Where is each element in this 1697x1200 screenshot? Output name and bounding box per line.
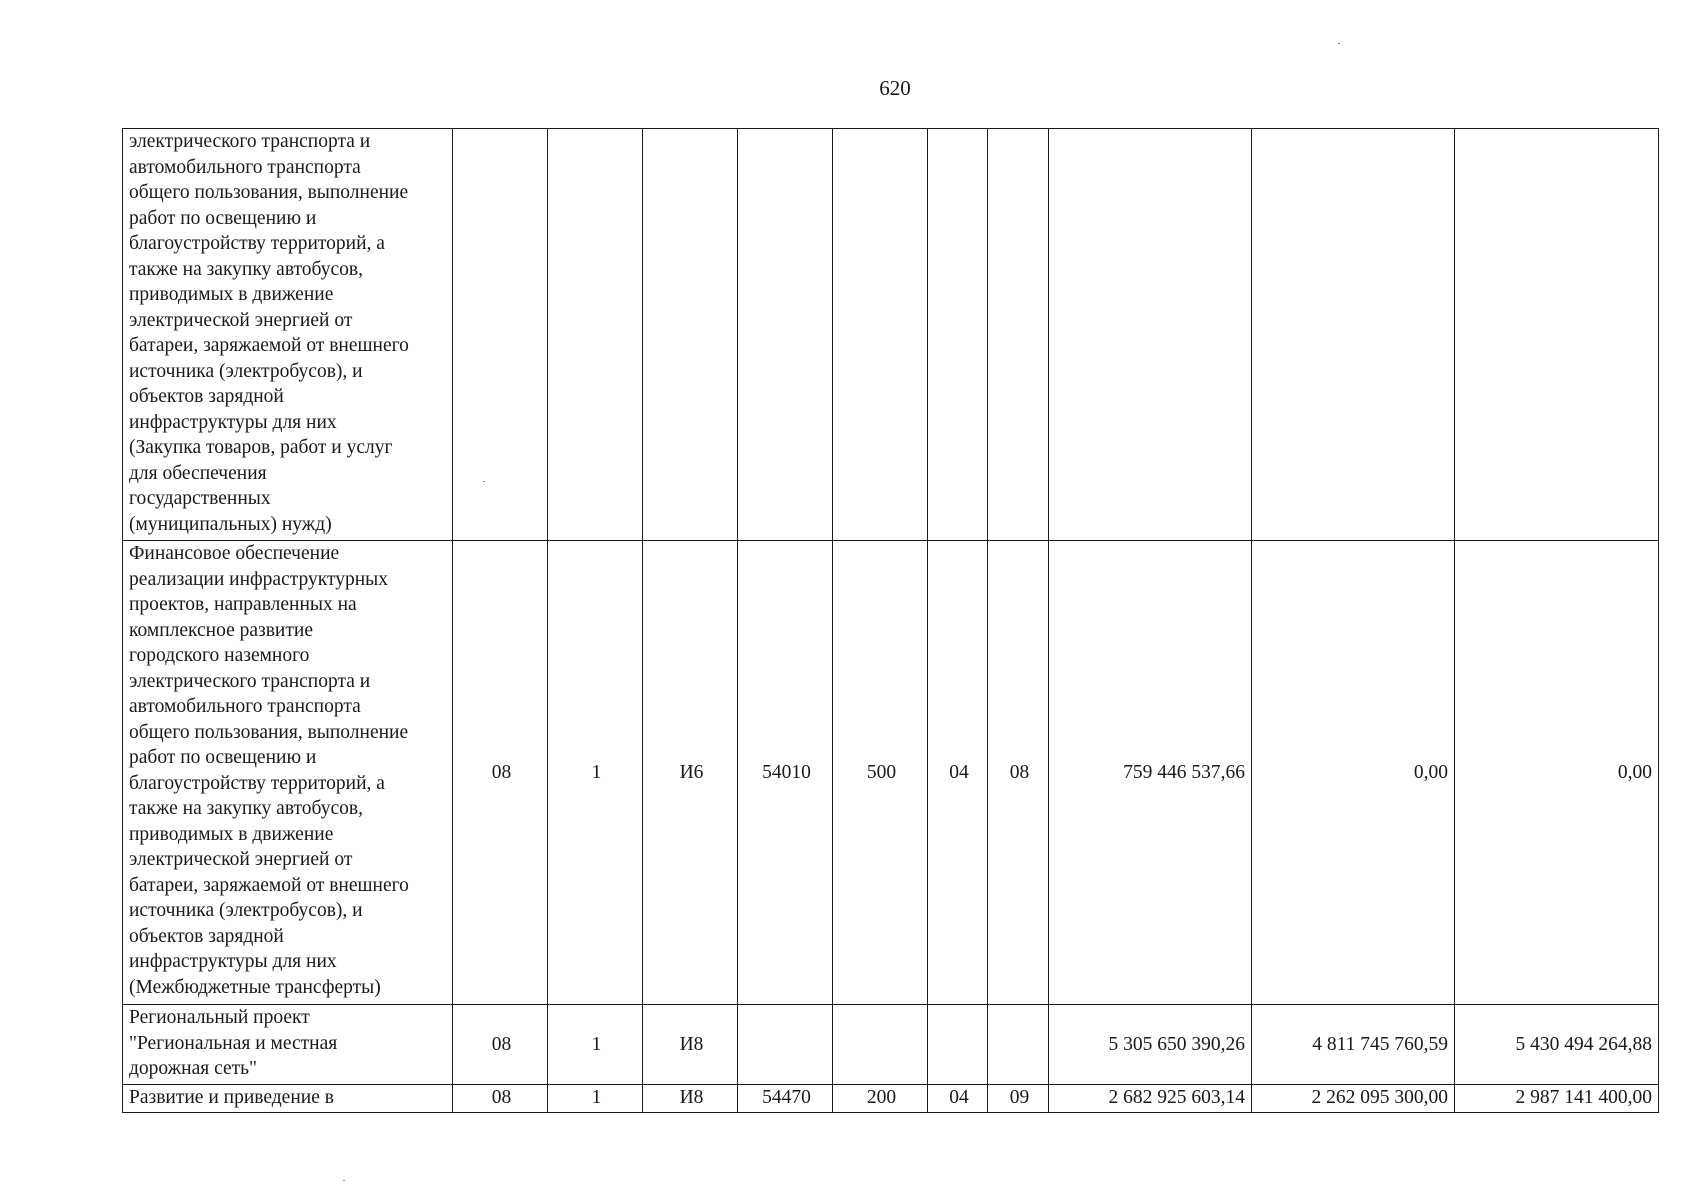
code-cell [988,1005,1049,1085]
table-row [123,1085,1659,1113]
code-cell: 08 [453,1085,548,1113]
description-line: работ по освещению и [129,207,317,229]
description-line: проектов, направленных на [129,594,357,615]
code-cell [738,1005,833,1085]
row-description [123,541,453,1005]
amount-cell: 4 811 745 760,59 [1252,1005,1455,1085]
description-line: для обеспечения [129,462,267,484]
row-description [123,129,453,541]
amount-cell: 2 262 095 300,00 [1252,1085,1455,1113]
code-cell: 54470 [738,1085,833,1113]
description-line: благоустройству территорий, а [129,772,385,794]
code-cell: 08 [988,541,1049,1005]
code-cell [833,129,928,541]
amount-cell: 5 305 650 390,26 [1049,1005,1252,1085]
description-line: государственных [129,488,271,509]
description-line: инфраструктуры для них [129,411,337,433]
code-cell [548,129,643,541]
scan-speck [1338,43,1340,44]
description-line: "Региональная и местная [129,1032,338,1054]
scan-speck [483,481,485,482]
description-line: объектов зарядной [129,925,284,947]
amount-cell: 5 430 494 264,88 [1455,1005,1659,1085]
code-cell: И8 [643,1005,738,1085]
description-line: электрического транспорта и [129,131,371,152]
amount-cell [1252,129,1455,541]
amount-cell: 759 446 537,66 [1049,541,1252,1005]
scan-speck [343,1180,345,1181]
description-line: приводимых в движение [129,823,334,845]
code-cell: 54010 [738,541,833,1005]
table-row [123,541,1659,1005]
row-description [123,1005,453,1085]
amount-cell: 2 987 141 400,00 [1455,1085,1659,1113]
table-row [123,129,1659,541]
code-cell [453,129,548,541]
amount-cell: 2 682 925 603,14 [1049,1085,1252,1113]
page-number: 620 [879,76,911,100]
code-cell: 1 [548,541,643,1005]
amount-cell [1455,129,1659,541]
code-cell: 1 [548,1085,643,1113]
description-line: благоустройству территорий, а [129,233,385,254]
description-line: Региональный проект [129,1007,310,1028]
description-line: городского наземного [129,645,310,666]
description-line: батареи, заряжаемой от внешнего [129,874,409,896]
amount-cell: 0,00 [1252,541,1455,1005]
description-line: также на закупку автобусов, [129,798,363,819]
description-line: автомобильного транспорта [129,156,361,178]
code-cell: 500 [833,541,928,1005]
budget-table [122,128,1659,1113]
code-cell: И6 [643,541,738,1005]
table-row [123,1005,1659,1085]
description-line: общего пользования, выполнение [129,182,409,203]
code-cell: 08 [453,541,548,1005]
description-line: источника (электробусов), и [129,360,363,382]
amount-cell [1049,129,1252,541]
description-line: электрического транспорта и [129,670,371,692]
code-cell: 08 [453,1005,548,1085]
description-line: инфраструктуры для них [129,951,337,972]
code-cell [738,129,833,541]
code-cell [643,129,738,541]
code-cell: 1 [548,1005,643,1085]
description-line: (муниципальных) нужд) [129,513,332,535]
description-line: Финансовое обеспечение [129,543,340,564]
description-line: общего пользования, выполнение [129,721,409,743]
code-cell: 04 [928,1085,988,1113]
description-line: электрической энергией от [129,309,353,331]
description-line: дорожная сеть" [129,1058,258,1079]
code-cell [928,129,988,541]
row-description [123,1085,453,1113]
code-cell: 09 [988,1085,1049,1113]
amount-cell: 0,00 [1455,541,1659,1005]
description-line: автомобильного транспорта [129,696,361,717]
description-line: (Межбюджетные трансферты) [129,976,381,998]
description-line: объектов зарядной [129,386,284,407]
description-line: источника (электробусов), и [129,900,363,921]
description-line: также на закупку автобусов, [129,258,363,280]
code-cell: И8 [643,1085,738,1113]
description-line: реализации инфраструктурных [129,568,389,590]
code-cell [928,1005,988,1085]
code-cell [988,129,1049,541]
description-line: приводимых в движение [129,284,334,305]
description-line: работ по освещению и [129,747,317,768]
code-cell [833,1005,928,1085]
description-line: Развитие и приведение в [129,1087,334,1108]
description-line: комплексное развитие [129,619,313,641]
description-line: электрической энергией от [129,849,353,870]
code-cell: 200 [833,1085,928,1113]
description-line: (Закупка товаров, работ и услуг [129,437,393,458]
code-cell: 04 [928,541,988,1005]
description-line: батареи, заряжаемой от внешнего [129,335,409,356]
